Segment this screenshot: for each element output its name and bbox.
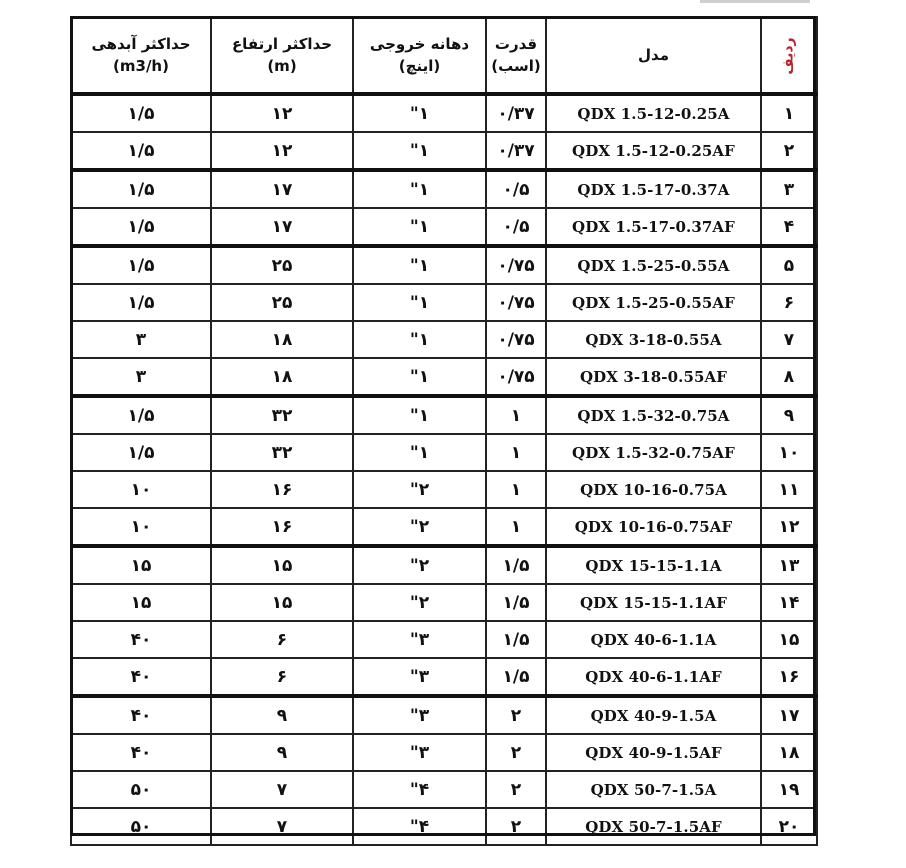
cell-power: ۱ bbox=[486, 396, 546, 434]
cell-outlet: ۳" bbox=[353, 621, 486, 658]
cell-max-flow: ۵۰ bbox=[71, 771, 211, 808]
cell-max-head: ۹ bbox=[211, 734, 353, 771]
header-power bbox=[486, 17, 546, 94]
cell-outlet: ۳" bbox=[353, 734, 486, 771]
header-model-label: مدل bbox=[638, 46, 669, 64]
cell-row-number: ۶ bbox=[761, 284, 817, 321]
cell-row-number: ۱۶ bbox=[761, 658, 817, 696]
table-row bbox=[71, 246, 817, 284]
cell-max-head: ۱۲ bbox=[211, 132, 353, 170]
cell-max-flow: ۱۰ bbox=[71, 471, 211, 508]
cell-model: QDX 15-15-1.1AF bbox=[546, 584, 761, 621]
cell-max-head: ۱۲ bbox=[211, 94, 353, 132]
cell-row-number: ۱۱ bbox=[761, 471, 817, 508]
cell-power: ۱/۵ bbox=[486, 584, 546, 621]
cell-max-flow: ۱/۵ bbox=[71, 434, 211, 471]
header-max-head-line1: حداکثر ارتفاع bbox=[231, 35, 333, 53]
cell-outlet: ۱" bbox=[353, 94, 486, 132]
cell-outlet: ۱" bbox=[353, 434, 486, 471]
cell-model: QDX 15-15-1.1A bbox=[546, 546, 761, 584]
cell-power: ۰/۵ bbox=[486, 208, 546, 246]
table-row bbox=[71, 208, 817, 246]
header-model bbox=[546, 17, 761, 94]
table-row bbox=[71, 658, 817, 696]
cell-row-number: ۹ bbox=[761, 396, 817, 434]
cell-max-head: ۳۲ bbox=[211, 434, 353, 471]
cell-power: ۲ bbox=[486, 734, 546, 771]
cell-outlet: ۱" bbox=[353, 284, 486, 321]
cell-max-flow: ۵۰ bbox=[71, 808, 211, 845]
cell-row-number: ۲۰ bbox=[761, 808, 817, 845]
cell-outlet: ۱" bbox=[353, 246, 486, 284]
table-row bbox=[71, 696, 817, 734]
cell-max-head: ۱۸ bbox=[211, 321, 353, 358]
table-row bbox=[71, 584, 817, 621]
header-outlet-line1: دهانه خروجی bbox=[369, 35, 470, 53]
cell-outlet: ۱" bbox=[353, 132, 486, 170]
header-outlet-line2: (اینچ) bbox=[398, 57, 441, 75]
cell-max-head: ۷ bbox=[211, 771, 353, 808]
cell-outlet: ۳" bbox=[353, 658, 486, 696]
cell-row-number: ۳ bbox=[761, 170, 817, 208]
cell-max-flow: ۱۵ bbox=[71, 546, 211, 584]
cell-max-head: ۱۵ bbox=[211, 584, 353, 621]
cell-max-flow: ۱/۵ bbox=[71, 208, 211, 246]
cell-row-number: ۸ bbox=[761, 358, 817, 396]
cell-row-number: ۷ bbox=[761, 321, 817, 358]
cell-model: QDX 40-9-1.5AF bbox=[546, 734, 761, 771]
cell-max-flow: ۴۰ bbox=[71, 658, 211, 696]
cell-model: QDX 1.5-32-0.75A bbox=[546, 396, 761, 434]
cell-model: QDX 40-6-1.1AF bbox=[546, 658, 761, 696]
table-row bbox=[71, 396, 817, 434]
cell-model: QDX 1.5-12-0.25A bbox=[546, 94, 761, 132]
cell-outlet: ۴" bbox=[353, 808, 486, 845]
cell-outlet: ۱" bbox=[353, 396, 486, 434]
cell-max-head: ۱۵ bbox=[211, 546, 353, 584]
header-power-line2: (اسب) bbox=[491, 57, 541, 75]
cell-max-flow: ۴۰ bbox=[71, 621, 211, 658]
cell-model: QDX 1.5-17-0.37A bbox=[546, 170, 761, 208]
table-row bbox=[71, 808, 817, 845]
cell-max-flow: ۴۰ bbox=[71, 734, 211, 771]
cell-power: ۰/۵ bbox=[486, 170, 546, 208]
cell-model: QDX 1.5-25-0.55A bbox=[546, 246, 761, 284]
cell-power: ۰/۳۷ bbox=[486, 132, 546, 170]
spec-table-container bbox=[70, 16, 816, 846]
cell-max-head: ۱۶ bbox=[211, 471, 353, 508]
cell-power: ۰/۳۷ bbox=[486, 94, 546, 132]
cell-max-head: ۲۵ bbox=[211, 284, 353, 321]
cell-power: ۰/۷۵ bbox=[486, 321, 546, 358]
table-row bbox=[71, 132, 817, 170]
cell-outlet: ۱" bbox=[353, 208, 486, 246]
table-row bbox=[71, 771, 817, 808]
table-row bbox=[71, 94, 817, 132]
cell-row-number: ۱۵ bbox=[761, 621, 817, 658]
cell-row-number: ۱۳ bbox=[761, 546, 817, 584]
cell-row-number: ۱۹ bbox=[761, 771, 817, 808]
cell-model: QDX 10-16-0.75AF bbox=[546, 508, 761, 546]
cell-power: ۲ bbox=[486, 808, 546, 845]
cell-power: ۲ bbox=[486, 696, 546, 734]
cell-power: ۱ bbox=[486, 471, 546, 508]
cell-max-head: ۱۸ bbox=[211, 358, 353, 396]
header-max-head bbox=[211, 17, 353, 94]
cell-row-number: ۱۷ bbox=[761, 696, 817, 734]
header-max-flow-line2: (m3/h) bbox=[113, 57, 169, 75]
cell-power: ۰/۷۵ bbox=[486, 246, 546, 284]
cell-model: QDX 1.5-25-0.55AF bbox=[546, 284, 761, 321]
cell-outlet: ۲" bbox=[353, 471, 486, 508]
cell-power: ۲ bbox=[486, 771, 546, 808]
cell-power: ۱ bbox=[486, 434, 546, 471]
cell-max-head: ۶ bbox=[211, 658, 353, 696]
cell-model: QDX 10-16-0.75A bbox=[546, 471, 761, 508]
cell-max-head: ۶ bbox=[211, 621, 353, 658]
cell-max-head: ۹ bbox=[211, 696, 353, 734]
table-row bbox=[71, 321, 817, 358]
table-row bbox=[71, 434, 817, 471]
cell-row-number: ۵ bbox=[761, 246, 817, 284]
cell-outlet: ۳" bbox=[353, 696, 486, 734]
cell-power: ۱/۵ bbox=[486, 658, 546, 696]
cell-max-flow: ۳ bbox=[71, 358, 211, 396]
cell-power: ۱/۵ bbox=[486, 546, 546, 584]
cell-max-head: ۱۷ bbox=[211, 208, 353, 246]
header-max-head-line2: (m) bbox=[267, 57, 297, 75]
cell-max-flow: ۱/۵ bbox=[71, 132, 211, 170]
cell-model: QDX 3-18-0.55A bbox=[546, 321, 761, 358]
cell-outlet: ۱" bbox=[353, 358, 486, 396]
cell-max-flow: ۱/۵ bbox=[71, 94, 211, 132]
cell-max-flow: ۱/۵ bbox=[71, 246, 211, 284]
cell-row-number: ۱۸ bbox=[761, 734, 817, 771]
cell-row-number: ۱ bbox=[761, 94, 817, 132]
cell-power: ۱ bbox=[486, 508, 546, 546]
cell-power: ۰/۷۵ bbox=[486, 358, 546, 396]
header-row-number-label: ردیف bbox=[781, 36, 797, 75]
cell-max-head: ۱۷ bbox=[211, 170, 353, 208]
table-row bbox=[71, 471, 817, 508]
table-row bbox=[71, 358, 817, 396]
cell-model: QDX 1.5-12-0.25AF bbox=[546, 132, 761, 170]
cell-max-flow: ۱/۵ bbox=[71, 284, 211, 321]
cell-outlet: ۲" bbox=[353, 508, 486, 546]
cell-model: QDX 40-9-1.5A bbox=[546, 696, 761, 734]
cell-power: ۰/۷۵ bbox=[486, 284, 546, 321]
cell-outlet: ۱" bbox=[353, 321, 486, 358]
header-power-line1: قدرت bbox=[494, 35, 538, 53]
table-body bbox=[71, 94, 817, 845]
cell-row-number: ۱۴ bbox=[761, 584, 817, 621]
cell-max-flow: ۱۰ bbox=[71, 508, 211, 546]
cell-row-number: ۴ bbox=[761, 208, 817, 246]
cell-model: QDX 40-6-1.1A bbox=[546, 621, 761, 658]
cell-max-head: ۳۲ bbox=[211, 396, 353, 434]
cell-max-flow: ۳ bbox=[71, 321, 211, 358]
table-row bbox=[71, 621, 817, 658]
cell-outlet: ۲" bbox=[353, 546, 486, 584]
cell-model: QDX 50-7-1.5A bbox=[546, 771, 761, 808]
header-outlet bbox=[353, 17, 486, 94]
cell-max-flow: ۱/۵ bbox=[71, 170, 211, 208]
cell-model: QDX 50-7-1.5AF bbox=[546, 808, 761, 845]
cell-max-head: ۷ bbox=[211, 808, 353, 845]
table-row bbox=[71, 734, 817, 771]
cell-model: QDX 1.5-17-0.37AF bbox=[546, 208, 761, 246]
cropped-top-border bbox=[700, 0, 810, 3]
cell-max-head: ۱۶ bbox=[211, 508, 353, 546]
table-row bbox=[71, 284, 817, 321]
table-row bbox=[71, 170, 817, 208]
cell-model: QDX 1.5-32-0.75AF bbox=[546, 434, 761, 471]
cell-row-number: ۲ bbox=[761, 132, 817, 170]
cell-row-number: ۱۲ bbox=[761, 508, 817, 546]
table-row bbox=[71, 508, 817, 546]
header-max-flow-line1: حداکثر آبدهی bbox=[91, 35, 191, 53]
pump-spec-table bbox=[70, 16, 818, 846]
cell-model: QDX 3-18-0.55AF bbox=[546, 358, 761, 396]
header-row-number bbox=[761, 17, 817, 94]
cell-outlet: ۴" bbox=[353, 771, 486, 808]
cell-max-head: ۲۵ bbox=[211, 246, 353, 284]
table-row bbox=[71, 546, 817, 584]
cell-outlet: ۲" bbox=[353, 584, 486, 621]
cell-outlet: ۱" bbox=[353, 170, 486, 208]
cell-max-flow: ۱/۵ bbox=[71, 396, 211, 434]
cell-row-number: ۱۰ bbox=[761, 434, 817, 471]
cell-max-flow: ۱۵ bbox=[71, 584, 211, 621]
cell-power: ۱/۵ bbox=[486, 621, 546, 658]
cell-max-flow: ۴۰ bbox=[71, 696, 211, 734]
header-max-flow bbox=[71, 17, 211, 94]
header-row bbox=[71, 17, 817, 94]
